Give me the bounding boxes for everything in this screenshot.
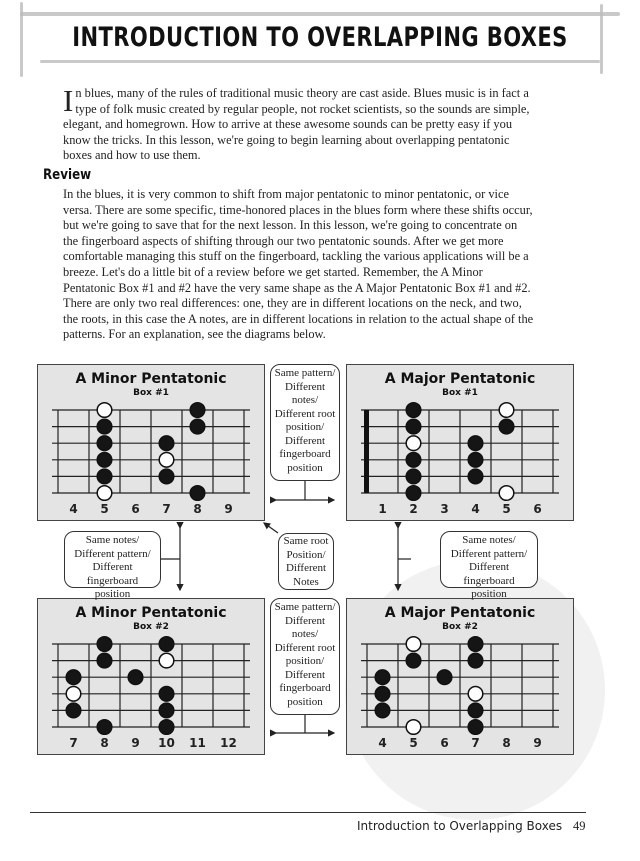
fret-number: 7 bbox=[162, 502, 171, 516]
bubble-bottom-center bbox=[270, 598, 340, 715]
review-paragraph: In the blues, it is very common to shift from major pentatonic to minor pentatonic, or vice versa. There are some specific, time-honored places in the blues form where these shifts occur, but we're going to save that for the next lesson. In this lesson, we're going to concentrate on the fingerboard aspects of shifting through our two pentatonic sounds. After we get more comfortable managing this stuff on the fingerboard, tackling the various applications will be a breeze. Let's do a little bit of a review before we get started. Remember, the A Minor Pentatonic Box #1 and #2 have the very same shape as the A Major Pentatonic Box #1 and #2. There are only two real differences: one, they are in different locations on the neck, and two, the roots, in this case the A notes, are in different locations in relation to the actual shape of the patterns. For an explanation, see the diagrams below. bbox=[63, 187, 534, 342]
fret-number: 7 bbox=[471, 736, 480, 750]
diagram-title: A Major Pentatonic bbox=[384, 605, 536, 621]
bubble-line: Different bbox=[284, 380, 326, 393]
fret-number: 5 bbox=[100, 502, 109, 516]
fret-number: 9 bbox=[224, 502, 233, 516]
bubble-line: Same notes/ bbox=[462, 534, 516, 546]
bubble-line: Different fingerboard bbox=[86, 561, 139, 587]
fret-number: 9 bbox=[131, 736, 140, 750]
fret-number: 8 bbox=[100, 736, 109, 750]
bubble-line: position bbox=[287, 461, 323, 474]
fret-number: 6 bbox=[440, 736, 449, 750]
bubble-line: Different fingerboard bbox=[463, 561, 515, 587]
diagram-title: A Minor Pentatonic bbox=[75, 371, 227, 387]
diagram-subtitle: Box #1 bbox=[133, 388, 169, 398]
fret-number: 12 bbox=[220, 736, 237, 750]
bubble-line: position bbox=[287, 695, 323, 708]
fret-number: 4 bbox=[69, 502, 78, 516]
fret-number: 5 bbox=[409, 736, 418, 750]
bubble-left bbox=[64, 531, 161, 600]
bubble-line: Different bbox=[284, 668, 326, 681]
bubble-line: position/ bbox=[285, 421, 325, 433]
bubble-line: Different pattern/ bbox=[74, 547, 151, 560]
bubble-line: notes/ bbox=[291, 394, 319, 406]
bubble-line: notes/ bbox=[291, 628, 319, 640]
fret-number: 1 bbox=[378, 502, 387, 516]
fret-number: 10 bbox=[158, 736, 175, 750]
diagram-subtitle: Box #2 bbox=[133, 622, 169, 632]
bubble-line: Different root bbox=[274, 641, 336, 654]
bubble-line: Different pattern/ bbox=[450, 547, 528, 560]
bubble-middle bbox=[278, 533, 334, 590]
bubble-line: Different bbox=[284, 434, 326, 447]
bubble-line: Same pattern/ bbox=[274, 601, 336, 613]
bubble-line: Same notes/ bbox=[85, 534, 140, 546]
bubble-line: Different root bbox=[274, 407, 336, 420]
footer-divider bbox=[30, 812, 586, 813]
fret-number: 9 bbox=[533, 736, 542, 750]
fret-number: 7 bbox=[69, 736, 78, 750]
fret-number: 4 bbox=[471, 502, 480, 516]
bubble-line: fingerboard bbox=[279, 448, 331, 460]
bubble-line: Notes bbox=[293, 575, 319, 588]
bubble-line: position bbox=[94, 588, 131, 600]
bubble-line: Different bbox=[285, 562, 327, 574]
bubble-right bbox=[440, 531, 538, 600]
diagram-title: A Minor Pentatonic bbox=[75, 605, 227, 621]
bubble-line: Same pattern/ bbox=[274, 367, 336, 379]
page-number: 49 bbox=[573, 819, 586, 833]
bubble-line: position/ bbox=[285, 655, 325, 667]
bubble-line: position bbox=[471, 588, 507, 600]
footer-title: Introduction to Overlapping Boxes bbox=[357, 819, 563, 833]
intro-text: n blues, many of the rules of traditional music theory are cast aside. Blues music is in fact a type of folk music created by regular people, not rocket scientists, so the sounds are simple, elegant, and homegrown. How to arrive at these awesome sounds can be pretty easy if you know the tricks. In this lesson, we're going to begin learning about overlapping pentatonic boxes and how to use them. bbox=[63, 86, 530, 163]
drop-cap: I bbox=[63, 83, 74, 118]
review-heading: Review bbox=[43, 167, 92, 183]
page-title: INTRODUCTION TO OVERLAPPING BOXES bbox=[72, 22, 568, 53]
bubble-line: Same root bbox=[283, 535, 329, 547]
diagram-subtitle: Box #1 bbox=[442, 388, 478, 398]
diagram-title: A Major Pentatonic bbox=[384, 371, 536, 387]
bubble-line: Position/ bbox=[286, 548, 326, 561]
fret-number: 3 bbox=[440, 502, 449, 516]
fret-number: 8 bbox=[502, 736, 511, 750]
fret-number: 11 bbox=[189, 736, 206, 750]
fret-number: 8 bbox=[193, 502, 202, 516]
fret-number: 5 bbox=[502, 502, 511, 516]
diagram-subtitle: Box #2 bbox=[442, 622, 478, 632]
fret-number: 4 bbox=[378, 736, 387, 750]
fret-number: 2 bbox=[409, 502, 418, 516]
bubble-line: fingerboard bbox=[279, 682, 331, 694]
bubble-top-center bbox=[270, 364, 340, 481]
fret-number: 6 bbox=[533, 502, 542, 516]
fret-number: 6 bbox=[131, 502, 140, 516]
bubble-line: Different bbox=[284, 614, 326, 627]
